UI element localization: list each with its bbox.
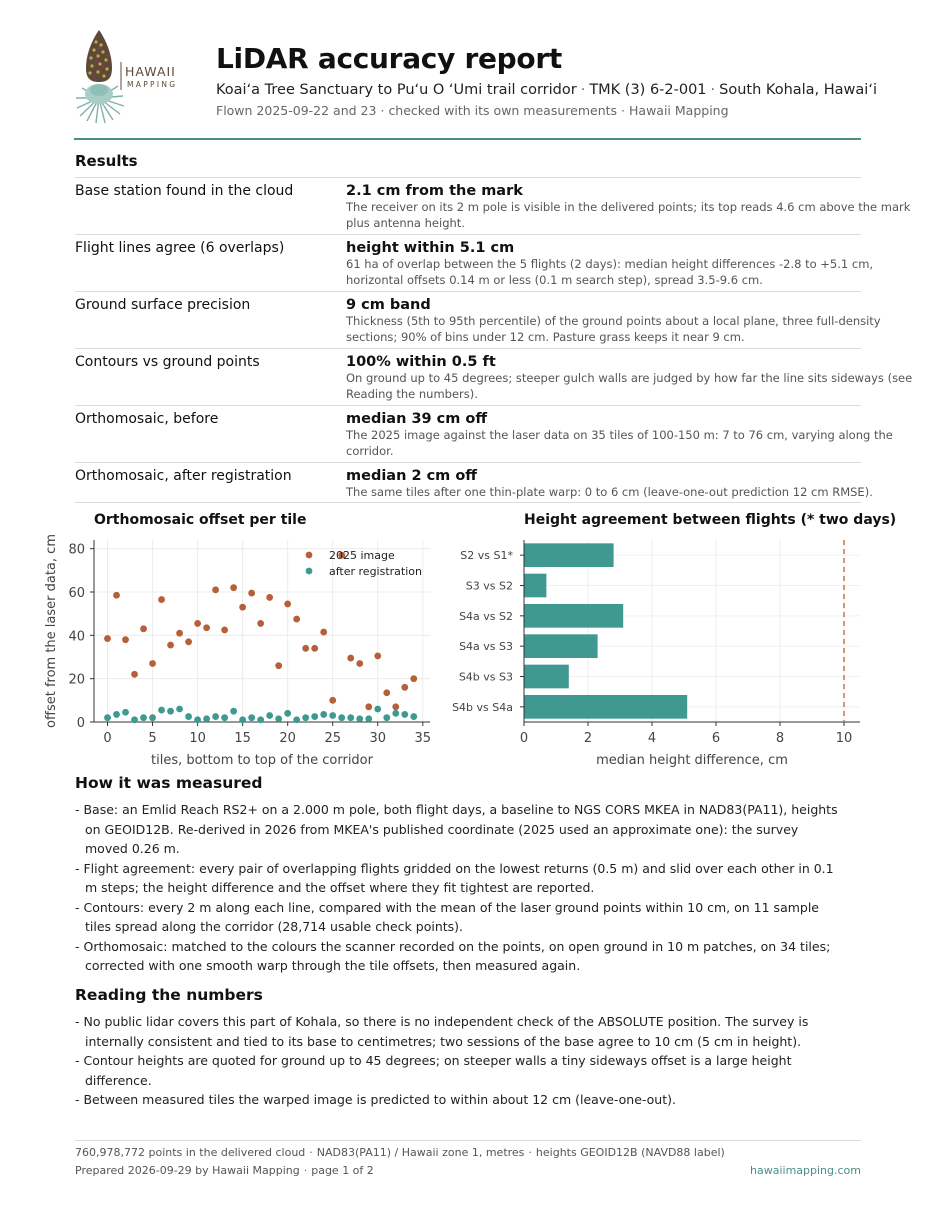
data-point <box>230 708 237 715</box>
result-detail: Thickness (5th to 95th percentile) of the ground points about a local plane, three full-density sections; 90% of bins under 12 cm. Pasture grass keeps it near 9 cm. <box>346 314 881 344</box>
bar <box>524 695 687 719</box>
data-point <box>203 624 210 631</box>
data-point <box>176 630 183 637</box>
y-tick-label: 0 <box>76 716 85 731</box>
result-value: 2.1 cm from the mark <box>346 183 523 199</box>
y-axis-label: offset from the laser data, cm <box>44 534 59 728</box>
data-point <box>293 616 300 623</box>
offset-scatter-chart <box>44 534 431 768</box>
category-label: S4b vs S3 <box>458 670 513 684</box>
data-point <box>194 620 201 627</box>
result-value: height within 5.1 cm <box>346 240 515 256</box>
meta-method: checked with its own measurements <box>388 103 618 118</box>
data-point <box>383 689 390 696</box>
data-point <box>401 684 408 691</box>
height-bar-chart <box>452 540 860 768</box>
data-point <box>266 712 273 719</box>
x-tick-label: 15 <box>234 731 251 746</box>
data-point <box>239 716 246 723</box>
footer-line-2: Prepared 2026-09-29 by Hawaii Mapping · page 1 of 2 <box>75 1164 374 1177</box>
results-heading: Results <box>75 152 138 170</box>
data-point <box>356 660 363 667</box>
x-tick-label: 10 <box>189 731 206 746</box>
data-point <box>212 586 219 593</box>
x-tick-label: 25 <box>324 731 341 746</box>
result-label: Base station found in the cloud <box>75 183 294 199</box>
x-tick-label: 5 <box>148 731 157 746</box>
result-label: Orthomosaic, after registration <box>75 468 292 484</box>
result-value: median 2 cm off <box>346 468 478 484</box>
bar <box>524 665 569 689</box>
legend-label: 2025 image <box>329 549 395 562</box>
data-point <box>293 716 300 723</box>
result-label: Contours vs ground points <box>75 354 260 370</box>
footer-heights: heights GEOID12B (NAVD88 label) <box>535 1146 725 1159</box>
data-point <box>320 629 327 636</box>
data-point <box>257 716 264 723</box>
data-point <box>167 708 174 715</box>
data-point <box>239 604 246 611</box>
data-point <box>185 638 192 645</box>
data-point <box>203 715 210 722</box>
legend-label: after registration <box>329 565 422 578</box>
how-measured-list <box>75 800 845 976</box>
data-point <box>248 590 255 597</box>
data-point <box>185 713 192 720</box>
data-point <box>194 716 201 723</box>
data-point <box>401 711 408 718</box>
data-point <box>392 710 399 717</box>
bar <box>524 574 546 598</box>
data-point <box>158 596 165 603</box>
data-point <box>167 642 174 649</box>
data-point <box>302 645 309 652</box>
result-detail: 61 ha of overlap between the 5 flights (2 days): median height differences -2.8 to +5.1 cm, horizontal offsets 0.14 m or less (0.1 m search step), spread 3.5-9.6 cm. <box>346 257 874 287</box>
data-point <box>140 625 147 632</box>
data-point <box>221 714 228 721</box>
data-point <box>212 713 219 720</box>
data-point <box>104 714 111 721</box>
data-point <box>266 594 273 601</box>
x-axis-label: median height difference, cm <box>596 753 788 768</box>
y-tick-label: 60 <box>68 586 85 601</box>
category-label: S3 vs S2 <box>465 579 513 593</box>
data-point <box>392 703 399 710</box>
bar <box>524 604 623 628</box>
footer-prepared: Prepared 2026-09-29 by Hawaii Mapping <box>75 1164 300 1177</box>
footer-crs: NAD83(PA11) / Hawaii zone 1, metres <box>316 1146 525 1159</box>
result-label: Ground surface precision <box>75 297 251 313</box>
data-point <box>221 627 228 634</box>
meta-company: Hawaii Mapping <box>629 103 729 118</box>
data-point <box>284 710 291 717</box>
list-item: - No public lidar covers this part of Kohala, so there is no independent check of the ABSOLUTE position. The survey is internally consistent and tied to its base to centimetres; two sessions of the base agree to 10 cm (5 cm in height). <box>75 1014 809 1049</box>
data-point <box>275 662 282 669</box>
data-point <box>410 675 417 682</box>
logo-wordmark-line2: MAPPING <box>127 80 178 89</box>
data-point <box>284 601 291 608</box>
data-point <box>338 714 345 721</box>
data-point <box>113 711 120 718</box>
list-item: - Orthomosaic: matched to the colours the scanner recorded on the points, on open ground in 10 m patches, on 34 tiles; corrected with one smooth warp through the tile offsets, then measured again. <box>75 938 831 973</box>
data-point <box>329 697 336 704</box>
x-tick-label: 2 <box>583 731 593 746</box>
logo-wordmark-line1: HAWAII <box>125 64 176 79</box>
data-point <box>410 713 417 720</box>
page-meta: Flown 2025-09-22 and 23 · checked with its own measurements · Hawaii Mapping <box>216 103 729 118</box>
x-tick-label: 4 <box>647 731 657 746</box>
legend-marker <box>306 568 313 575</box>
list-item: - Contour heights are quoted for ground up to 45 degrees; on steeper walls a tiny sideways offset is a large height difference. <box>75 1053 792 1088</box>
y-tick-label: 80 <box>68 542 85 558</box>
meta-flown: Flown 2025-09-22 and 23 <box>216 103 377 118</box>
result-detail: On ground up to 45 degrees; steeper gulch walls are judged by how far the line sits sideways (see Reading the numbers). <box>346 371 913 401</box>
result-detail: The receiver on its 2 m pole is visible in the delivered points; its top reads 4.6 cm above the mark plus antenna height. <box>346 200 911 230</box>
data-point <box>347 714 354 721</box>
data-point <box>158 707 165 714</box>
data-point <box>131 671 138 678</box>
x-axis-label: tiles, bottom to top of the corridor <box>151 753 373 768</box>
bar-chart-title: Height agreement between flights (* two days) <box>524 512 897 528</box>
category-label: S4a vs S3 <box>459 640 513 654</box>
list-item: - Flight agreement: every pair of overlapping flights gridded on the lowest returns (0.5 m) and slid over each other in 0.1 m steps; the height difference and the offset where they fit tightest are reported. <box>75 860 834 895</box>
result-detail: The 2025 image against the laser data on 35 tiles of 100-150 m: 7 to 76 cm, varying along the corridor. <box>346 428 893 458</box>
footer-divider <box>75 1140 861 1141</box>
bar <box>524 543 614 567</box>
data-point <box>374 653 381 660</box>
data-point <box>311 713 318 720</box>
data-point <box>131 716 138 723</box>
subtitle-site: Koaiʻa Tree Sanctuary to Puʻu O ʻUmi trail corridor <box>216 82 577 98</box>
result-value: median 39 cm off <box>346 411 488 427</box>
data-point <box>230 584 237 591</box>
data-point <box>347 655 354 662</box>
data-point <box>149 660 156 667</box>
scatter-chart-title: Orthomosaic offset per tile <box>94 512 307 528</box>
subtitle-region: South Kohala, Hawaiʻi <box>719 82 877 98</box>
data-point <box>257 620 264 627</box>
x-tick-label: 6 <box>711 731 721 746</box>
footer-line-1: 760,978,772 points in the delivered cloud · NAD83(PA11) / Hawaii zone 1, metres · heights GEOID12B (NAVD88 label) <box>75 1146 725 1159</box>
data-point <box>122 709 129 716</box>
reading-list <box>75 1012 845 1110</box>
data-point <box>275 715 282 722</box>
data-point <box>374 706 381 713</box>
y-tick-label: 40 <box>68 629 85 645</box>
data-point <box>383 714 390 721</box>
data-point <box>365 703 372 710</box>
data-point <box>113 592 120 599</box>
reading-heading: Reading the numbers <box>75 986 263 1004</box>
result-label: Orthomosaic, before <box>75 411 219 427</box>
x-tick-label: 10 <box>835 731 853 746</box>
data-point <box>140 714 147 721</box>
footer-point-count: 760,978,772 points in the delivered cloud <box>75 1146 306 1159</box>
data-point <box>122 636 129 643</box>
data-point <box>176 706 183 713</box>
legend-marker <box>306 552 313 559</box>
data-point <box>104 635 111 642</box>
footer-page-number: page 1 of 2 <box>311 1164 374 1177</box>
data-point <box>320 711 327 718</box>
category-label: S2 vs S1* <box>460 549 513 563</box>
y-tick-label: 20 <box>68 672 85 688</box>
list-item: - Contours: every 2 m along each line, compared with the mean of the laser ground points within 10 cm, on 11 sample tiles spread along the corridor (28,714 usable check points). <box>75 899 820 934</box>
x-tick-label: 35 <box>414 731 432 746</box>
category-label: S4a vs S2 <box>459 609 513 623</box>
result-detail: The same tiles after one thin-plate warp: 0 to 6 cm (leave-one-out prediction 12 cm RMSE). <box>346 485 873 499</box>
x-tick-label: 30 <box>369 731 387 746</box>
list-item: - Between measured tiles the warped image is predicted to within about 12 cm (leave-one-out). <box>75 1092 676 1107</box>
data-point <box>365 715 372 722</box>
data-point <box>149 714 156 721</box>
data-point <box>311 645 318 652</box>
x-tick-label: 0 <box>103 731 112 746</box>
x-tick-label: 20 <box>279 731 296 746</box>
page-subtitle: Koaiʻa Tree Sanctuary to Puʻu O ʻUmi trail corridor · TMK (3) 6-2-001 · South Kohala, Hawaiʻi <box>216 82 877 98</box>
page-title: LiDAR accuracy report <box>216 42 562 75</box>
result-value: 9 cm band <box>346 297 431 313</box>
data-point <box>302 714 309 721</box>
how-measured-heading: How it was measured <box>75 774 263 792</box>
x-tick-label: 8 <box>775 731 785 746</box>
company-website-link[interactable]: hawaiimapping.com <box>750 1164 861 1177</box>
data-point <box>329 712 336 719</box>
list-item: - Base: an Emlid Reach RS2+ on a 2.000 m pole, both flight days, a baseline to NGS CORS MKEA in NAD83(PA11), heights on GEOID12B. Re-derived in 2026 from MKEA's published coordinate (2025 used an approximate one): the survey moved 0.26 m. <box>75 802 838 856</box>
subtitle-tmk: TMK (3) 6-2-001 <box>589 82 707 98</box>
result-value: 100% within 0.5 ft <box>346 354 496 370</box>
x-tick-label: 0 <box>519 731 529 746</box>
category-label: S4b vs S4a <box>452 700 513 714</box>
result-label: Flight lines agree (6 overlaps) <box>75 240 285 256</box>
data-point <box>356 715 363 722</box>
data-point <box>248 714 255 721</box>
bar <box>524 634 598 658</box>
